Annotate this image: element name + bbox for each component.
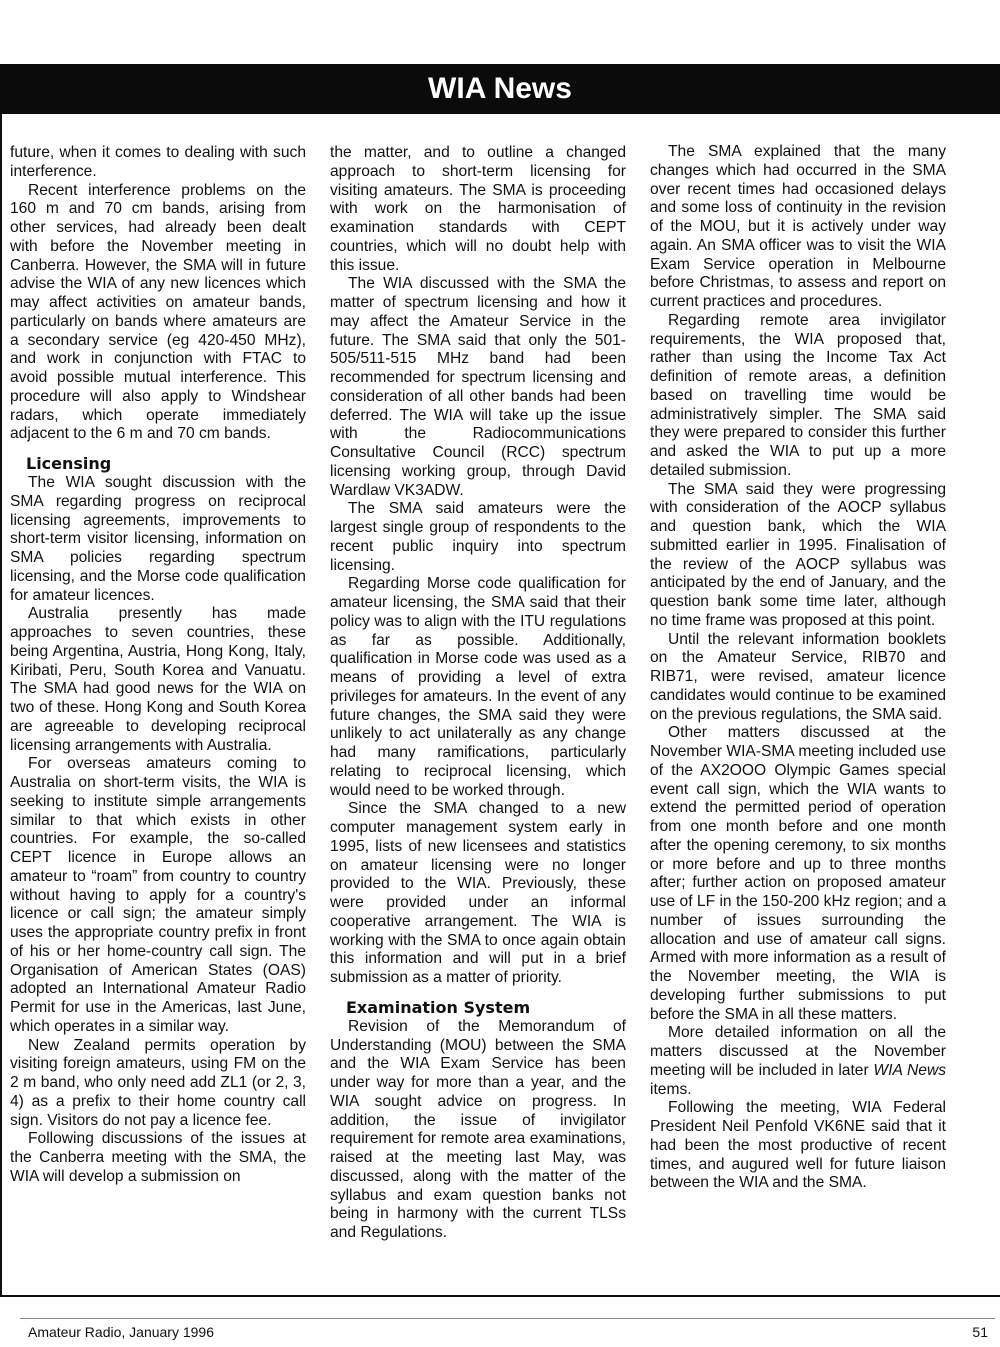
paragraph: Since the SMA changed to a new computer management system early in 1995, lists of new licensees and statistics on amateur licensing were no longer provided to the WIA. Previously, these were provided under an informal cooperative arrangement. The WIA is working with the SMA to once again obtain this information and will put in a brief submission as a matter of priority. (330, 800, 626, 986)
paragraph: Other matters discussed at the November WIA-SMA meeting included use of the AX2OOO Olympic Games special event call sign, which the WIA wants to extend the permitted period of operation from one month before and one month after the opening ceremony, to six months or more before and up to three months after; further action on proposed amateur use of LF in the 150-200 kHz region; and a number of issues surrounding the allocation and use of amateur call signs. Armed with more information as a result of the November meeting, the WIA is developing further submissions to put before the SMA in all these matters. (650, 724, 946, 1023)
paragraph: Recent interference problems on the 160 m and 70 cm bands, arising from other services, had already been dealt with before the November meeting in Canberra. However, the SMA will in future advise the WIA of any new licences which may affect activities on amateur bands, particularly on bands where amateurs are a secondary service (eg 420-450 MHz), and work in conjunction with FTAC to avoid possible mutual interference. This procedure will also apply to Windshear radars, which operate immediately adjacent to the 6 m and 70 cm bands. (10, 181, 306, 443)
paragraph: Until the relevant information booklets on the Amateur Service, RIB70 and RIB71, were revised, amateur licence candidates would continue to be examined on the previous regulations, the SMA said. (650, 630, 946, 723)
paragraph (650, 1024, 946, 1099)
paragraph: The SMA said amateurs were the largest single group of respondents to the recent public inquiry into spectrum licensing. (330, 500, 626, 574)
text-run: items. (650, 1080, 692, 1098)
column-2 (330, 144, 626, 1243)
paragraph: Australia presently has made approaches to seven countries, these being Argentina, Austria, Hong Kong, Italy, Kiribati, Peru, South Korea and Vanuatu. The SMA had good news for the WIA on two of these. Hong Kong and South Korea are agreeable to developing reciprocal licensing arrangements with Australia. (10, 605, 306, 754)
paragraph: Following the meeting, WIA Federal President Neil Penfold VK6NE said that it had been the most productive of recent times, and augured well for future liaison between the WIA and the SMA. (650, 1099, 946, 1192)
column-3 (650, 143, 946, 1193)
section-title: WIA News (428, 72, 572, 105)
column-1 (10, 144, 306, 1187)
subheading-licensing: Licensing (26, 454, 112, 473)
footer-publication: Amateur Radio, January 1996 (28, 1324, 214, 1340)
paragraph: Revision of the Memorandum of Understanding (MOU) between the SMA and the WIA Exam Service has been under way for more than a year, and the WIA sought advice on progress. In addition, the issue of invigilator requirement for remote area examinations, raised at the meeting last May, was discussed, along with the matter of the syllabus and exam question banks not being in harmony with the current TLSs and Regulations. (330, 1017, 626, 1241)
article-frame (0, 114, 1000, 1297)
paragraph: Following discussions of the issues at the Canberra meeting with the SMA, the WIA will develop a submission on (10, 1130, 306, 1185)
paragraph: New Zealand permits operation by visiting foreign amateurs, using FM on the 2 m band, who only need add ZL1 (or 2, 3, 4) as a prefix to their home country call sign. Visitors do not pay a licence fee. (10, 1036, 306, 1129)
text-run: More detailed information on all the matters discussed at the November meeting will be included in later (650, 1024, 946, 1079)
paragraph: the matter, and to outline a changed approach to short-term licensing for visiting amateurs. The SMA is proceeding with work on the harmonisation of examination standards with CEPT countries, which will no doubt help with this issue. (330, 144, 626, 274)
paragraph: future, when it comes to dealing with such interference. (10, 144, 306, 180)
footer-rule (20, 1318, 995, 1319)
paragraph: The WIA sought discussion with the SMA regarding progress on reciprocal licensing agreements, improvements to short-term visitor licensing, information on SMA policies regarding spectrum licensing, and the Morse code qualification for amateur licences. (10, 474, 306, 604)
frame-left-rule (0, 114, 2, 1295)
subheading-examination-system: Examination System (346, 997, 531, 1017)
section-banner (0, 64, 1000, 114)
paragraph: Regarding remote area invigilator requirements, the WIA proposed that, rather than using the Income Tax Act definition of remote areas, a definition based on travelling time would be administratively simpler. The SMA said they were prepared to consider this further and asked the WIA to put up a more detailed submission. (650, 311, 946, 479)
paragraph: The SMA explained that the many changes which had occurred in the SMA over recent times had occasioned delays and some loss of continuity in the revision of the MOU, but it is actively under way again. An SMA officer was to visit the WIA Exam Service operation in Melbourne before Christmas, to assess and report on current practices and procedures. (650, 143, 946, 310)
paragraph: The WIA discussed with the SMA the matter of spectrum licensing and how it may affect the Amateur Service in the future. The SMA said that only the 501-505/511-515 MHz band had been recommended for spectrum licensing and consideration of all other bands had been deferred. The WIA will take up the issue with the Radiocommunications Consultative Council (RCC) spectrum licensing working group, through David Wardlaw VK3ADW. (330, 275, 626, 499)
paragraph: Regarding Morse code qualification for amateur licensing, the SMA said that their policy was to align with the ITU regulations as far as possible. Additionally, qualification in Morse code was used as a means of providing a level of extra privileges for amateurs. In the event of any future changes, the SMA said they were unlikely to act unilaterally as any change had many ramifications, particularly relating to reciprocal licensing, which would need to be worked through. (330, 575, 626, 799)
paragraph: The SMA said they were progressing with consideration of the AOCP syllabus and question bank, which the WIA submitted earlier in 1995. Finalisation of the review of the AOCP syllabus was anticipated by the end of January, and the question bank some time later, although no time frame was proposed at this point. (650, 480, 946, 629)
footer-page-number: 51 (972, 1324, 988, 1340)
paragraph: For overseas amateurs coming to Australia on short-term visits, the WIA is seeking to institute simple arrangements similar to that which exists in other countries. For example, the so-called CEPT licence in Europe allows an amateur to “roam” from country to country without having to apply for a country's licence or call sign; the amateur simply uses the appropriate country prefix in front of his or her home-country call sign. The Organisation of American States (OAS) adopted an International Amateur Radio Permit for use in the Americas, last June, which operates in a similar way. (10, 755, 306, 1035)
publication-name-italic: WIA News (873, 1061, 946, 1079)
